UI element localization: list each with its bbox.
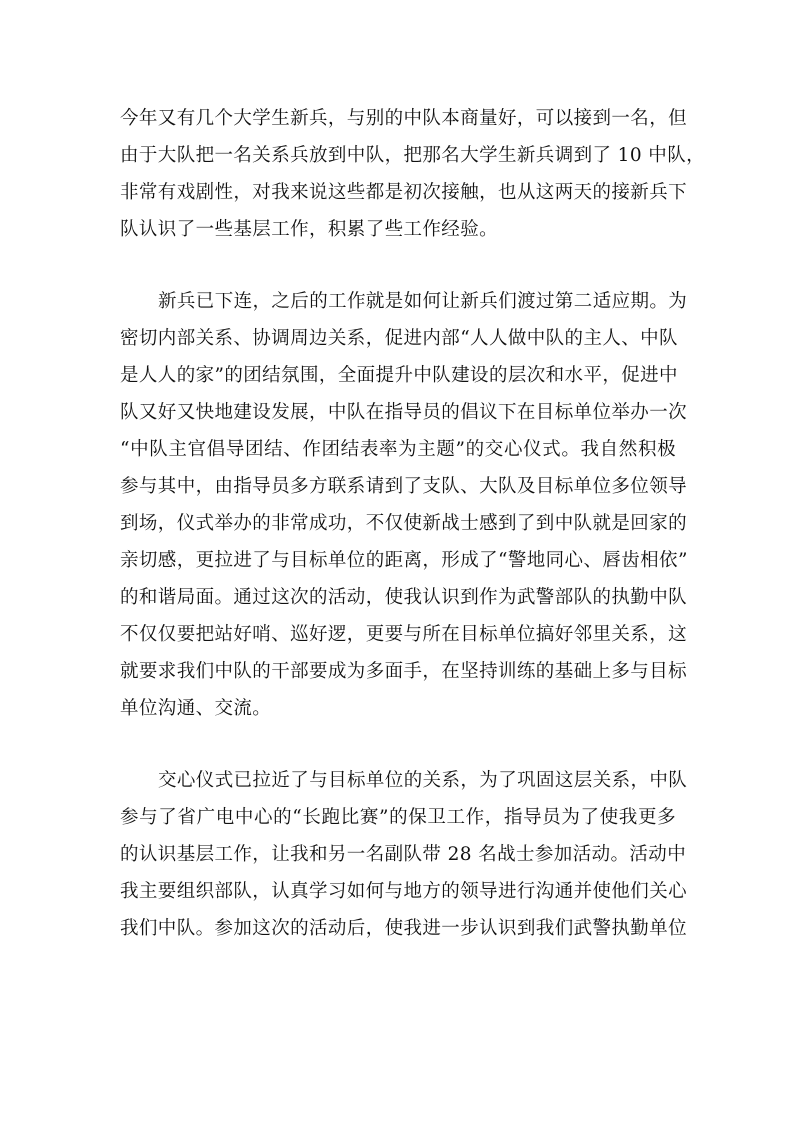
text-line: 参与其中，由指导员多方联系请到了支队、大队及目标单位多位领导 [120,476,688,497]
paragraph-3 [120,762,688,947]
text-line: 队认识了一些基层工作，积累了些工作经验。 [120,219,499,240]
text-line: 我主要组织部队，认真学习如何与地方的领导进行沟通并使他们关心 [120,881,688,902]
text-line: 交心仪式已拉近了与目标单位的关系，为了巩固这层关系，中队 [158,770,688,791]
text-line: 我们中队。参加这次的活动后，使我进一步认识到我们武警执勤单位 [120,918,688,939]
text-line: 亲切感，更拉进了与目标单位的距离，形成了“警地同心、唇齿相依” [120,550,688,571]
text-line: 就要求我们中队的干部要成为多面手，在坚持训练的基础上多与目标 [120,661,688,682]
paragraph-gap [120,248,676,283]
paragraph-2 [120,283,688,727]
text-line: 是人人的家”的团结氛围，全面提升中队建设的层次和水平，促进中 [120,365,678,386]
text-line: 队又好又快地建设发展，中队在指导员的倡议下在目标单位举办一次 [120,402,688,423]
paragraph-1 [120,100,706,248]
text-line: 密切内部关系、协调周边关系，促进内部“人人做中队的主人、中队 [120,328,678,349]
text-line: 不仅仅要把站好哨、巡好逻，更要与所在目标单位搞好邻里关系，这 [120,624,688,645]
paragraph-gap [120,727,676,762]
text-line: 到场，仪式举办的非常成功，不仅使新战士感到了到中队就是回家的 [120,513,688,534]
text-line: 单位沟通、交流。 [120,698,272,719]
text-line: 新兵已下连，之后的工作就是如何让新兵们渡过第二适应期。为 [158,291,688,312]
text-line: 的和谐局面。通过这次的活动，使我认识到作为武警部队的执勤中队 [120,587,688,608]
text-line: 由于大队把一名关系兵放到中队，把那名大学生新兵调到了 10 中队， [120,145,706,166]
document-body [120,100,706,947]
text-line: 今年又有几个大学生新兵，与别的中队本商量好，可以接到一名，但 [120,108,688,129]
text-line: 的认识基层工作，让我和另一名副队带 28 名战士参加活动。活动中 [120,844,687,865]
text-line: 非常有戏剧性，对我来说这些都是初次接触，也从这两天的接新兵下 [120,182,688,203]
text-line: 参与了省广电中心的“长跑比赛”的保卫工作，指导员为了使我更多 [120,807,676,828]
text-line: “中队主官倡导团结、作团结表率为主题”的交心仪式。我自然积极 [120,439,676,460]
